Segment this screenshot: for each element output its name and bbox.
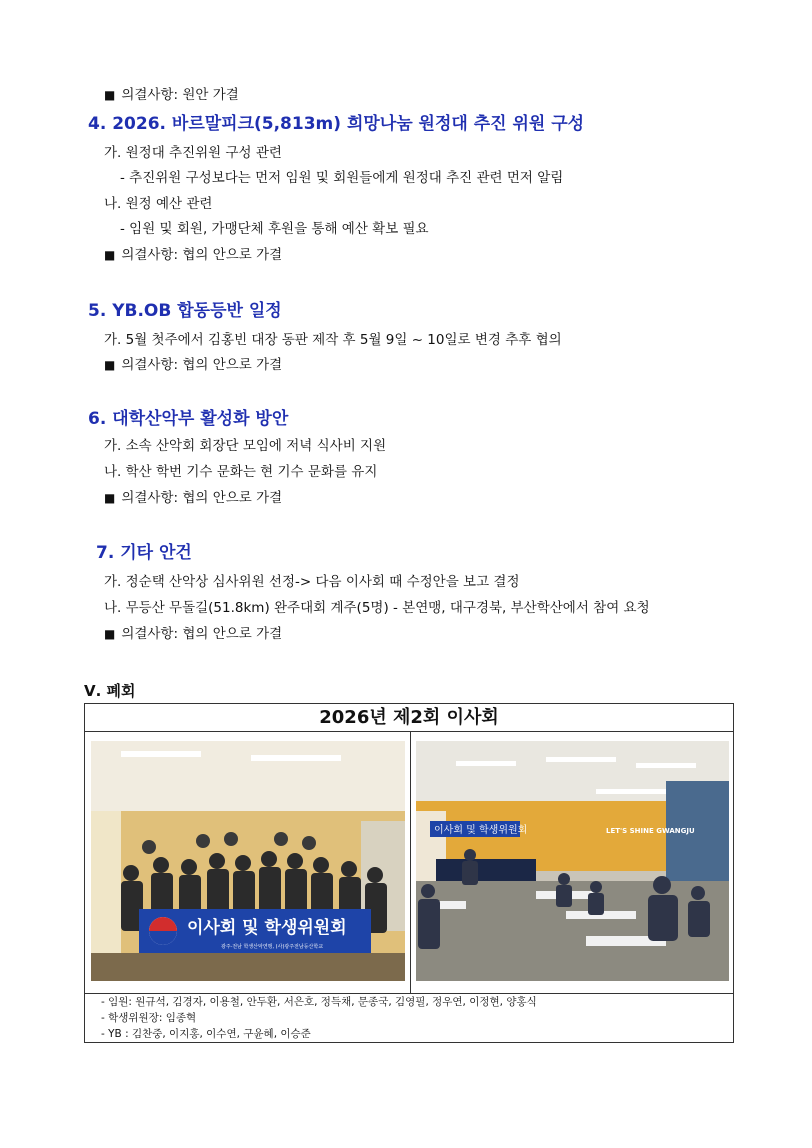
item-7a: 가. 정순택 산악상 심사위원 선정-> 다음 이사회 때 수정안을 보고 결정 — [104, 574, 520, 590]
photo-divider — [410, 732, 411, 993]
meeting-photo-illustration — [416, 741, 729, 981]
section-closing: Ⅴ. 폐회 — [84, 682, 136, 700]
decision-text: 의결사항: 원안 가결 — [121, 87, 239, 103]
heading-5: 5. YB.OB 합동등반 일정 — [88, 301, 282, 321]
group-photo — [91, 741, 405, 981]
item-7b: 나. 무등산 무돌길(51.8km) 완주대회 계주(5명) - 본연맹, 대구경북, 부산학산에서 참여 요청 — [104, 600, 650, 616]
meeting-photo — [416, 741, 729, 981]
heading-6: 6. 대학산악부 활성화 방안 — [88, 409, 289, 429]
photo-box — [84, 703, 734, 1043]
photo-box-title: 2026년 제2회 이사회 — [85, 704, 733, 732]
group-photo-illustration — [91, 741, 405, 981]
decision-text: 의결사항: 협의 안으로 가결 — [121, 357, 283, 373]
item-4a: 가. 원정대 추진위원 구성 관련 — [104, 145, 282, 161]
banner-subtext: 광주·전남 학생산악연맹, (사)광주전남등산학교 — [221, 944, 324, 950]
decision-line-6 — [104, 489, 282, 507]
photo-row — [85, 732, 733, 994]
banner-text: 이사회 및 학생위원회 — [187, 918, 347, 938]
decision-line-4 — [104, 246, 282, 264]
credits — [85, 994, 733, 1042]
item-6b: 나. 학산 학번 기수 문화는 현 기수 문화를 유지 — [104, 464, 378, 480]
credit-yb: - YB : 김찬중, 이지홍, 이수연, 구윤혜, 이승준 — [101, 1028, 311, 1040]
item-4a-detail: - 추진위원 구성보다는 먼저 임원 및 회원들에게 원정대 추진 관련 먼저 알림 — [120, 170, 564, 186]
heading-4: 4. 2026. 바르말피크(5,813m) 희망나눔 원정대 추진 위원 구성 — [88, 114, 585, 134]
decision-text: 의결사항: 협의 안으로 가결 — [121, 490, 283, 506]
item-4b-detail: - 임원 및 회원, 가맹단체 후원을 통해 예산 확보 필요 — [120, 221, 429, 237]
decision-text: 의결사항: 협의 안으로 가결 — [121, 247, 283, 263]
item-5a: 가. 5월 첫주에서 김홍빈 대장 동판 제작 후 5월 9일 ~ 10일로 변경 추후 협의 — [104, 332, 562, 348]
decision-line — [104, 86, 239, 104]
decision-text: 의결사항: 협의 안으로 가결 — [121, 626, 283, 642]
credit-student-chair: - 학생위원장: 임종혁 — [101, 1012, 197, 1024]
heading-7: 7. 기타 안건 — [96, 543, 192, 563]
banner-right-text: 이사회 및 학생위원회 — [434, 825, 528, 836]
decision-line-5 — [104, 356, 282, 374]
wall-text: LET'S SHINE GWANGJU — [606, 827, 695, 835]
decision-line-7 — [104, 625, 282, 643]
credit-officers: - 임원: 원규석, 김경자, 이용철, 안두환, 서은호, 정득채, 문종국, 김영필, 정우연, 이정현, 양홍식 — [101, 996, 537, 1008]
item-4b: 나. 원정 예산 관련 — [104, 196, 213, 212]
item-6a: 가. 소속 산악회 회장단 모임에 저녁 식사비 지원 — [104, 438, 387, 454]
